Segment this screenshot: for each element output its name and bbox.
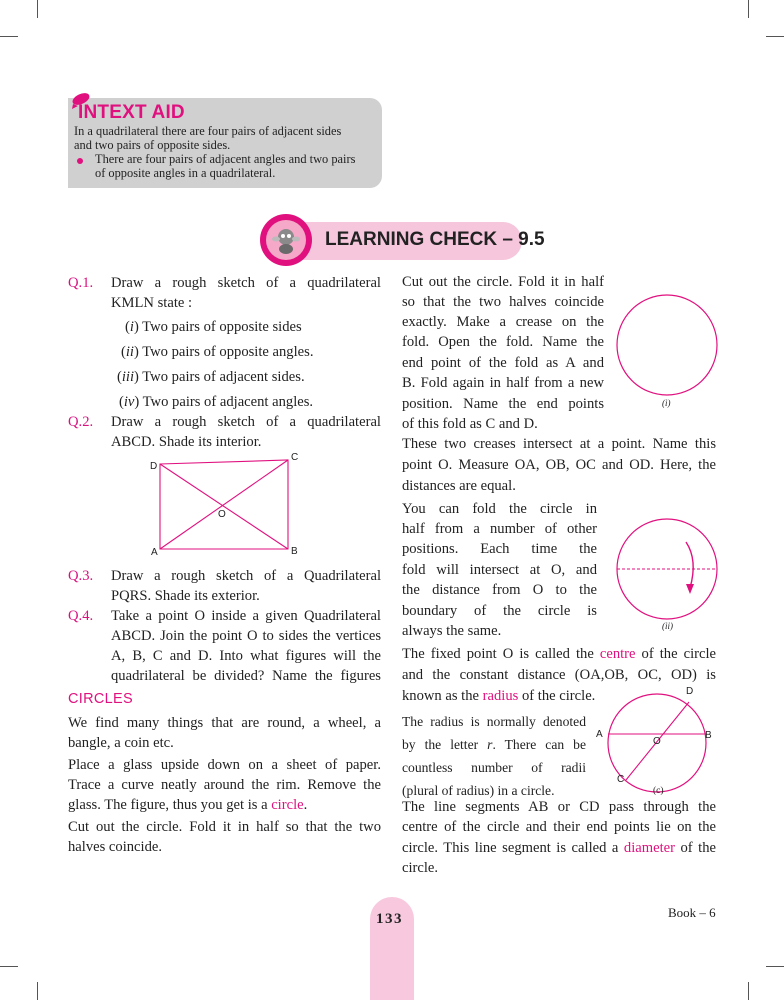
vertex-label: C	[291, 452, 299, 463]
question-subitem: (i) Two pairs of opposite sides	[125, 319, 302, 335]
question-number: Q.4.	[68, 608, 94, 624]
body-text: fold. Open the fold. Name the	[402, 334, 604, 350]
body-text: of this fold as C and D.	[402, 416, 538, 432]
vertex-label: O	[218, 509, 226, 520]
section-heading: CIRCLES	[68, 691, 133, 707]
page-number: 133	[376, 911, 403, 927]
body-text: the distance from O to the	[402, 582, 597, 598]
body-text: circle. This line segment is called a diameter of the	[402, 840, 716, 856]
body-text: positions. Each time the	[402, 541, 597, 557]
question-number: Q.3.	[68, 568, 94, 584]
learning-check-title: LEARNING CHECK – 9.5	[325, 229, 545, 250]
question-text: Take a point O inside a given Quadrilateral	[111, 608, 381, 624]
body-text: Cut out the circle. Fold it in half	[402, 274, 604, 290]
question-text: ABCD. Join the point O to sides the vertices	[111, 628, 381, 644]
body-text: known as the radius of the circle.	[402, 688, 596, 704]
circle-figure-1	[614, 292, 720, 398]
body-text: (plural of radius) in a circle.	[402, 783, 555, 798]
body-text: always the same.	[402, 623, 502, 639]
crop-mark	[37, 982, 38, 1000]
figure-caption: (ii)	[662, 621, 673, 631]
intext-bullet-line: of opposite angles in a quadrilateral.	[95, 166, 276, 180]
term-diameter: diameter	[623, 840, 675, 856]
point-label: C	[617, 774, 625, 785]
body-text: Cut out the circle. Fold it in half so that the two	[68, 819, 381, 835]
body-text: distances are equal.	[402, 478, 516, 494]
figure-caption: (c)	[653, 786, 664, 796]
body-text: The radius is normally denoted	[402, 714, 586, 729]
question-text: Draw a rough sketch of a quadrilateral	[111, 275, 381, 291]
point-label: D	[686, 686, 694, 697]
intext-line: and two pairs of opposite sides.	[74, 138, 231, 152]
crop-mark	[37, 0, 38, 18]
body-text: centre of the circle and their end points lie on the	[402, 819, 716, 835]
body-text: You can fold the circle in	[402, 501, 597, 517]
vertex-label: D	[150, 461, 158, 472]
body-text: by the letter r. There can be	[402, 737, 586, 752]
term-centre: centre	[599, 646, 636, 662]
body-text: glass. The figure, thus you get is a circle.	[68, 797, 308, 813]
book-label: Book – 6	[668, 905, 716, 920]
crop-mark	[748, 982, 749, 1000]
crop-mark	[0, 36, 18, 37]
term-radius: radius	[482, 688, 519, 704]
question-text: A, B, C and D. Into what figures will the	[111, 648, 381, 664]
crop-mark	[766, 36, 784, 37]
crop-mark	[766, 966, 784, 967]
body-text: circle.	[402, 860, 439, 876]
intext-aid-title: INTEXT AID	[78, 102, 185, 123]
body-text: Trace a curve neatly around the rim. Remove the	[68, 777, 381, 793]
body-text: fold will intersect at O, and	[402, 562, 597, 578]
crop-mark	[0, 966, 18, 967]
body-text: position. Name the end points	[402, 396, 604, 412]
body-text: half from a number of other	[402, 521, 597, 537]
vertex-label: A	[151, 547, 158, 558]
body-text: bangle, a coin etc.	[68, 735, 174, 751]
question-subitem: (ii) Two pairs of opposite angles.	[121, 344, 314, 360]
crop-mark	[748, 0, 749, 18]
body-text: countless number of radii	[402, 760, 586, 775]
body-text: B. Fold again in half from a new	[402, 375, 604, 391]
body-text: so that the two halves coincide	[402, 294, 604, 310]
bullet-icon	[77, 158, 83, 164]
question-number: Q.2.	[68, 414, 94, 430]
term-circle: circle	[271, 797, 304, 813]
body-text: exactly. Make a crease on the	[402, 314, 604, 330]
question-text: KMLN state :	[111, 295, 193, 311]
body-text: The fixed point O is called the centre of the circle	[402, 646, 717, 662]
body-text: Place a glass upside down on a sheet of paper.	[68, 757, 381, 773]
body-text: We find many things that are round, a wheel, a	[68, 715, 381, 731]
body-text: point O. Measure OA, OB, OC and OD. Here, the	[402, 457, 716, 473]
body-text: boundary of the circle is	[402, 603, 597, 619]
question-text: Draw a rough sketch of a Quadrilateral	[111, 568, 381, 584]
question-subitem: (iv) Two pairs of adjacent angles.	[119, 394, 314, 410]
question-text: Draw a rough sketch of a quadrilateral	[111, 414, 381, 430]
body-text: halves coincide.	[68, 839, 163, 855]
quadrilateral-figure	[148, 452, 304, 560]
body-text: end point of the fold as A and	[402, 355, 604, 371]
question-text: ABCD. Shade its interior.	[111, 434, 262, 450]
point-label: O	[653, 736, 661, 747]
vertex-label: B	[291, 546, 298, 557]
body-text: The line segments AB or CD pass through the	[402, 799, 716, 815]
body-text: and the constant distance (OA,OB, OC, OD) is	[402, 667, 716, 683]
body-text: These two creases intersect at a point. Name this	[402, 436, 716, 452]
intext-bullet-line: There are four pairs of adjacent angles and two pairs	[95, 152, 356, 166]
circle-figure-2	[614, 516, 720, 622]
question-number: Q.1.	[68, 275, 94, 291]
point-label: B	[705, 730, 712, 741]
question-text: PQRS. Shade its exterior.	[111, 588, 260, 604]
mascot-icon	[270, 224, 302, 256]
intext-line: In a quadrilateral there are four pairs of adjacent sides	[74, 124, 342, 138]
question-subitem: (iii) Two pairs of adjacent sides.	[117, 369, 305, 385]
question-text: quadrilateral be divided? Name the figures	[111, 668, 381, 684]
point-label: A	[596, 729, 603, 740]
figure-caption: (i)	[662, 398, 671, 408]
